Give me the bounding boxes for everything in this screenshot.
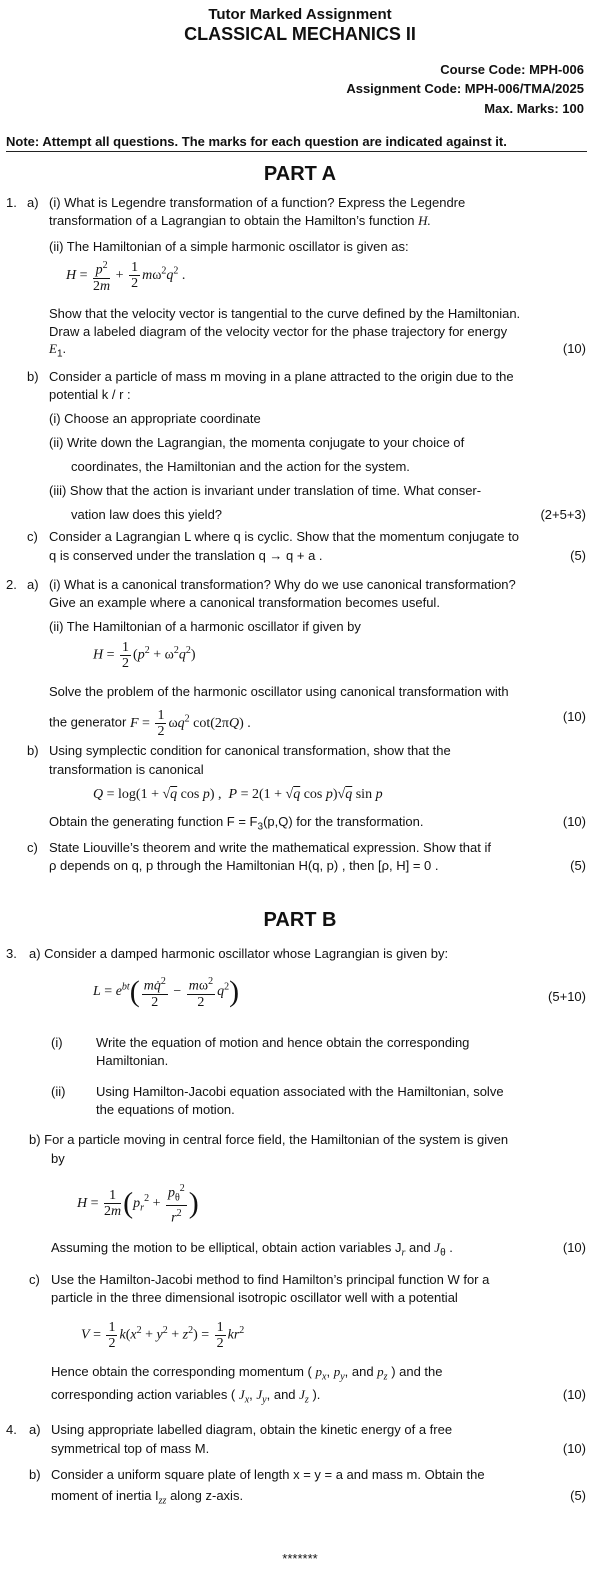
question-text: symmetrical top of mass M. — [51, 1441, 210, 1456]
hamiltonian-ho-equation: H = $\frac{1}{2}$ $(p^2 + \omega^2q^2)$ — [93, 640, 196, 671]
question-text: (ii) Write down the Lagrangian, the momenta conjugate to your choice of — [49, 435, 465, 450]
sub-question-label: c) — [29, 1272, 40, 1287]
question-text: Consider a particle of mass m moving in a plane attracted to the origin due to the — [49, 369, 514, 384]
question-text: Draw a labeled diagram of the velocity vector for the phase trajectory for energy — [49, 324, 508, 339]
question-text: coordinates, the Hamiltonian and the action for the system. — [71, 459, 410, 474]
marks: (5+10) — [548, 989, 586, 1004]
isotropic-potential-equation: V = $\frac{1}{2}$ $k(x^2 + y^2 + z^2)$ = $\frac{1}{2}$ $kr^2$ — [81, 1320, 245, 1351]
central-force-hamiltonian: H = $\frac{1}{2m}$ ($p_r^2$ + $\frac{p_\theta^2}{r^2}$ ) — [77, 1183, 199, 1227]
question-text: vation law does this yield? — [71, 507, 223, 522]
course-title: CLASSICAL MECHANICS II — [184, 24, 416, 44]
part-a-heading: PART A — [263, 163, 337, 185]
question-text: Hamiltonian. — [96, 1053, 169, 1068]
sub-question-label: a) — [27, 195, 39, 210]
marks: (10) — [562, 341, 586, 356]
question-text: particle in the three dimensional isotropic oscillator well with a potential — [51, 1290, 458, 1305]
question-number: 4. — [6, 1422, 17, 1437]
transformation-equation: Q = log(1 + √q cos p) , P = 2(1 + √q cos p)√q sin p — [93, 787, 383, 802]
question-text: potential k / r : — [49, 387, 131, 402]
end-of-document-marker: ******* — [282, 1551, 318, 1566]
question-text: State Liouville’s theorem and write the mathematical expression. Show that if — [49, 840, 491, 855]
marks: (5) — [570, 858, 586, 873]
sub-question-label: a) — [27, 577, 39, 592]
question-text: Obtain the generating function $F = F_3(p,Q)$ for the transformation. — [49, 814, 424, 833]
question-text: Write the equation of motion and hence obtain the corresponding — [96, 1035, 470, 1050]
marks: (5) — [570, 1488, 586, 1503]
question-text: ρ depends on q, p through the Hamiltonian H(q, p) , then [ρ, H] = 0 . — [49, 858, 439, 873]
course-code: Course Code: MPH-006 — [440, 62, 584, 77]
question-text: Using appropriate labelled diagram, obtain the kinetic energy of a free — [51, 1422, 453, 1437]
assignment-code: Assignment Code: MPH-006/TMA/2025 — [346, 81, 584, 96]
sub-question-label: c) — [27, 840, 38, 855]
question-text: Solve the problem of the harmonic oscillator using canonical transformation with — [49, 684, 509, 699]
question-text: a) Consider a damped harmonic oscillator whose Lagrangian is given by: — [29, 946, 449, 961]
sub-item-label: (ii) — [51, 1084, 66, 1099]
question-text: by — [51, 1151, 65, 1166]
question-number: 3. — [6, 946, 17, 961]
question-text: Hence obtain the corresponding momentum ( $p_x$, $p_y$, and $p_z$ ) and the — [51, 1364, 443, 1383]
marks: (5) — [570, 548, 586, 563]
question-text: (iii) Show that the action is invariant under translation of time. What conser- — [49, 483, 482, 498]
question-text: Give an example where a canonical transformation becomes useful. — [49, 595, 440, 610]
question-text: q is conserved under the translation q → q + a . — [49, 548, 323, 563]
question-text: corresponding action variables ( $J_x$, $J_y$, and $J_z$ ). — [51, 1387, 321, 1406]
question-text: (ii) The Hamiltonian of a harmonic oscillator if given by — [49, 619, 361, 634]
damped-lagrangian-equation: $L = e^{bt}$( $\frac{mq̇^2}{2}$ − $\frac{m\omega^2}{2}$ $q^2$) — [93, 974, 240, 1010]
sub-item-label: (i) — [51, 1035, 63, 1050]
question-text: (i) What is Legendre transformation of a function? Express the Legendre — [49, 195, 466, 210]
question-text: transformation of a Lagrangian to obtain the Hamilton’s function H. — [49, 213, 431, 228]
max-marks: Max. Marks: 100 — [484, 101, 584, 116]
question-text: b) For a particle moving in central force field, the Hamiltonian of the system is given — [29, 1132, 509, 1147]
question-text: Using symplectic condition for canonical transformation, show that the — [49, 743, 451, 758]
marks: (2+5+3) — [540, 507, 586, 522]
question-text: transformation is canonical — [49, 762, 204, 777]
sub-question-label: b) — [29, 1467, 41, 1482]
instructions-note: Note: Attempt all questions. The marks for each question are indicated against it. — [6, 134, 507, 149]
question-text: $E_1$. — [49, 341, 67, 360]
sub-question-label: b) — [27, 743, 39, 758]
hamiltonian-sho-equation: H = $\frac{p^2}{2m}$ + $\frac{1}{2}$ $m\omega^2q^2$ . — [66, 260, 186, 294]
assignment-type: Tutor Marked Assignment — [208, 6, 392, 23]
question-text: the equations of motion. — [96, 1102, 235, 1117]
marks: (10) — [562, 814, 586, 829]
header-divider — [6, 151, 587, 152]
question-number: 2. — [6, 577, 17, 592]
marks: (10) — [562, 1441, 586, 1456]
marks: (10) — [562, 709, 586, 724]
question-text: Consider a Lagrangian L where q is cyclic. Show that the momentum conjugate to — [49, 529, 519, 544]
question-text: Assuming the motion to be elliptical, obtain action variables $J_r$ and $J_\theta$ . — [51, 1240, 453, 1259]
marks: (10) — [562, 1387, 586, 1402]
question-text: (i) What is a canonical transformation? Why do we use canonical transformation? — [49, 577, 516, 592]
marks: (10) — [562, 1240, 586, 1255]
part-b-heading: PART B — [263, 909, 337, 931]
question-text: Using Hamilton-Jacobi equation associated with the Hamiltonian, solve — [96, 1084, 504, 1099]
question-number: 1. — [6, 195, 17, 210]
question-text: Use the Hamilton-Jacobi method to find Hamilton’s principal function W for a — [51, 1272, 490, 1287]
question-text: the generator F = $\frac{1}{2}$ $\omega q^2$ cot(2πQ) . — [49, 708, 251, 739]
sub-question-label: a) — [29, 1422, 41, 1437]
question-text: (ii) The Hamiltonian of a simple harmonic oscillator is given as: — [49, 239, 409, 254]
sub-question-label: c) — [27, 529, 38, 544]
question-text: Show that the velocity vector is tangential to the curve defined by the Hamiltonian. — [49, 306, 521, 321]
question-text: moment of inertia $I_{zz}$ along z-axis. — [51, 1488, 244, 1507]
question-text: (i) Choose an appropriate coordinate — [49, 411, 261, 426]
question-text: Consider a uniform square plate of length x = y = a and mass m. Obtain the — [51, 1467, 485, 1482]
sub-question-label: b) — [27, 369, 39, 384]
